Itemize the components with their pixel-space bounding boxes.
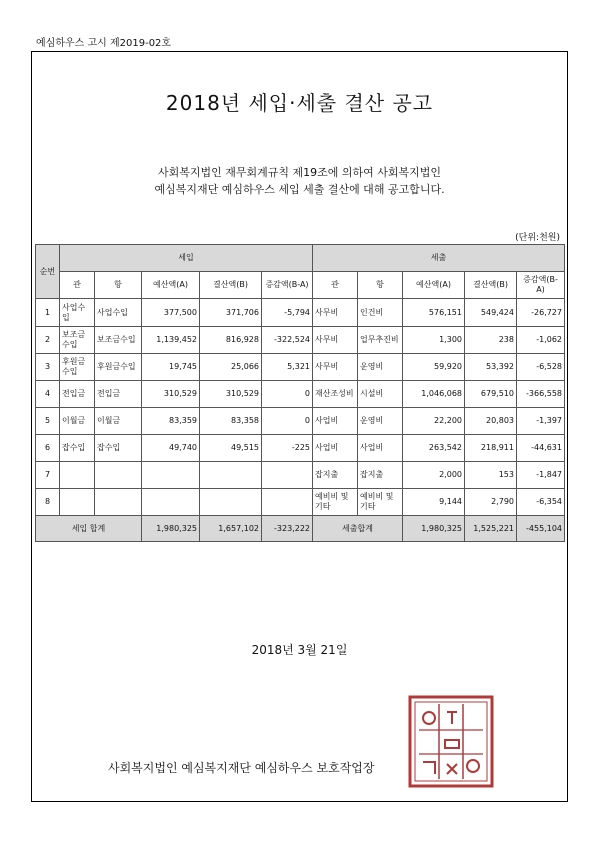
revenue-total-budget: 1,980,325 <box>142 516 200 542</box>
revenue-budget: 310,529 <box>142 381 200 408</box>
revenue-budget: 377,500 <box>142 299 200 327</box>
revenue-settled: 83,358 <box>200 408 262 435</box>
expense-total-budget: 1,980,325 <box>403 516 465 542</box>
header-revenue: 세입 <box>60 245 313 272</box>
revenue-budget: 1,139,452 <box>142 327 200 354</box>
expense-budget: 1,046,068 <box>403 381 465 408</box>
total-row <box>36 516 565 542</box>
announcement-date: 2018년 3월 21일 <box>251 643 348 657</box>
expense-settled: 549,424 <box>465 299 517 327</box>
expense-settled: 218,911 <box>465 435 517 462</box>
header-revenue-budget: 예산액(A) <box>142 272 200 299</box>
expense-gwan: 사업비 <box>313 408 358 435</box>
revenue-settled: 371,706 <box>200 299 262 327</box>
expense-settled: 679,510 <box>465 381 517 408</box>
revenue-settled <box>200 489 262 516</box>
expense-total-settled: 1,525,221 <box>465 516 517 542</box>
expense-diff: -1,062 <box>517 327 565 354</box>
revenue-diff <box>262 489 313 516</box>
revenue-hang: 전입금 <box>95 381 142 408</box>
expense-hang: 사업비 <box>358 435 403 462</box>
expense-diff: -6,528 <box>517 354 565 381</box>
expense-budget: 576,151 <box>403 299 465 327</box>
revenue-gwan <box>60 489 95 516</box>
expense-gwan: 재산조성비 <box>313 381 358 408</box>
revenue-settled: 49,515 <box>200 435 262 462</box>
revenue-settled <box>200 462 262 489</box>
revenue-total-diff: -323,222 <box>262 516 313 542</box>
expense-settled: 2,790 <box>465 489 517 516</box>
table-row <box>36 489 565 516</box>
expense-gwan: 사무비 <box>313 354 358 381</box>
expense-diff: -366,558 <box>517 381 565 408</box>
revenue-gwan: 사업수입 <box>60 299 95 327</box>
revenue-gwan: 이월금 <box>60 408 95 435</box>
official-seal <box>407 694 495 789</box>
header-expense-settled: 결산액(B) <box>465 272 517 299</box>
revenue-settled: 816,928 <box>200 327 262 354</box>
expense-hang: 업무추진비 <box>358 327 403 354</box>
revenue-diff: 5,321 <box>262 354 313 381</box>
revenue-hang: 이월금 <box>95 408 142 435</box>
expense-budget: 1,300 <box>403 327 465 354</box>
row-no: 3 <box>36 354 60 381</box>
revenue-budget: 49,740 <box>142 435 200 462</box>
expense-gwan: 사무비 <box>313 299 358 327</box>
header-revenue-gwan: 관 <box>60 272 95 299</box>
revenue-hang: 후원금수입 <box>95 354 142 381</box>
table-row <box>36 408 565 435</box>
expense-settled: 153 <box>465 462 517 489</box>
header-expense: 세출 <box>313 245 565 272</box>
revenue-gwan: 후원금수입 <box>60 354 95 381</box>
expense-diff: -1,397 <box>517 408 565 435</box>
notice-number: 예심하우스 고시 제2019-02호 <box>36 38 172 49</box>
row-no: 4 <box>36 381 60 408</box>
table-body <box>36 299 565 542</box>
revenue-diff: -5,794 <box>262 299 313 327</box>
expense-hang: 예비비 및 기타 <box>358 489 403 516</box>
expense-budget: 22,200 <box>403 408 465 435</box>
row-no: 2 <box>36 327 60 354</box>
revenue-settled: 25,066 <box>200 354 262 381</box>
header-no: 순번 <box>36 245 60 299</box>
expense-hang: 잡지출 <box>358 462 403 489</box>
revenue-total-settled: 1,657,102 <box>200 516 262 542</box>
expense-total-diff: -455,104 <box>517 516 565 542</box>
settlement-table <box>35 244 565 542</box>
expense-gwan: 잡지출 <box>313 462 358 489</box>
revenue-hang: 사업수입 <box>95 299 142 327</box>
expense-diff: -6,354 <box>517 489 565 516</box>
revenue-hang: 잡수입 <box>95 435 142 462</box>
row-no: 6 <box>36 435 60 462</box>
table-row <box>36 381 565 408</box>
expense-settled: 20,803 <box>465 408 517 435</box>
expense-settled: 53,392 <box>465 354 517 381</box>
revenue-budget: 83,359 <box>142 408 200 435</box>
expense-diff: -44,631 <box>517 435 565 462</box>
expense-budget: 2,000 <box>403 462 465 489</box>
revenue-hang <box>95 489 142 516</box>
signer-name: 사회복지법인 예심복지재단 예심하우스 보호작업장 <box>108 761 375 775</box>
table-row <box>36 327 565 354</box>
revenue-budget <box>142 462 200 489</box>
row-no: 1 <box>36 299 60 327</box>
revenue-hang: 보조금수입 <box>95 327 142 354</box>
header-expense-gwan: 관 <box>313 272 358 299</box>
revenue-settled: 310,529 <box>200 381 262 408</box>
header-revenue-hang: 항 <box>95 272 142 299</box>
header-expense-budget: 예산액(A) <box>403 272 465 299</box>
page-title: 2018년 세입·세출 결산 공고 <box>165 91 434 115</box>
header-revenue-diff: 증감액(B-A) <box>262 272 313 299</box>
expense-total-label: 세출합계 <box>313 516 403 542</box>
expense-hang: 운영비 <box>358 408 403 435</box>
expense-diff: -1,847 <box>517 462 565 489</box>
revenue-diff <box>262 462 313 489</box>
expense-hang: 인건비 <box>358 299 403 327</box>
table-row <box>36 299 565 327</box>
expense-gwan: 사업비 <box>313 435 358 462</box>
revenue-diff: -225 <box>262 435 313 462</box>
revenue-diff: -322,524 <box>262 327 313 354</box>
expense-diff: -26,727 <box>517 299 565 327</box>
revenue-budget: 19,745 <box>142 354 200 381</box>
table-row <box>36 435 565 462</box>
row-no: 5 <box>36 408 60 435</box>
table-row <box>36 354 565 381</box>
table-row <box>36 462 565 489</box>
header-expense-hang: 항 <box>358 272 403 299</box>
header-revenue-settled: 결산액(B) <box>200 272 262 299</box>
row-no: 7 <box>36 462 60 489</box>
revenue-hang <box>95 462 142 489</box>
expense-gwan: 예비비 및 기타 <box>313 489 358 516</box>
revenue-budget <box>142 489 200 516</box>
expense-budget: 9,144 <box>403 489 465 516</box>
intro-line-1: 사회복지법인 재무회계규칙 제19조에 의하여 사회복지법인 <box>157 166 441 179</box>
expense-hang: 운영비 <box>358 354 403 381</box>
revenue-gwan: 전입금 <box>60 381 95 408</box>
revenue-gwan <box>60 462 95 489</box>
unit-note: (단위:천원) <box>515 233 560 243</box>
expense-budget: 59,920 <box>403 354 465 381</box>
revenue-total-label: 세입 합계 <box>36 516 142 542</box>
revenue-gwan: 잡수입 <box>60 435 95 462</box>
header-expense-diff: 증감액(B-A) <box>517 272 565 299</box>
revenue-diff: 0 <box>262 408 313 435</box>
expense-gwan: 사무비 <box>313 327 358 354</box>
expense-hang: 시설비 <box>358 381 403 408</box>
revenue-diff: 0 <box>262 381 313 408</box>
intro-line-2: 예심복지재단 예심하우스 세입 세출 결산에 대해 공고합니다. <box>154 183 445 196</box>
expense-budget: 263,542 <box>403 435 465 462</box>
expense-settled: 238 <box>465 327 517 354</box>
row-no: 8 <box>36 489 60 516</box>
revenue-gwan: 보조금수입 <box>60 327 95 354</box>
